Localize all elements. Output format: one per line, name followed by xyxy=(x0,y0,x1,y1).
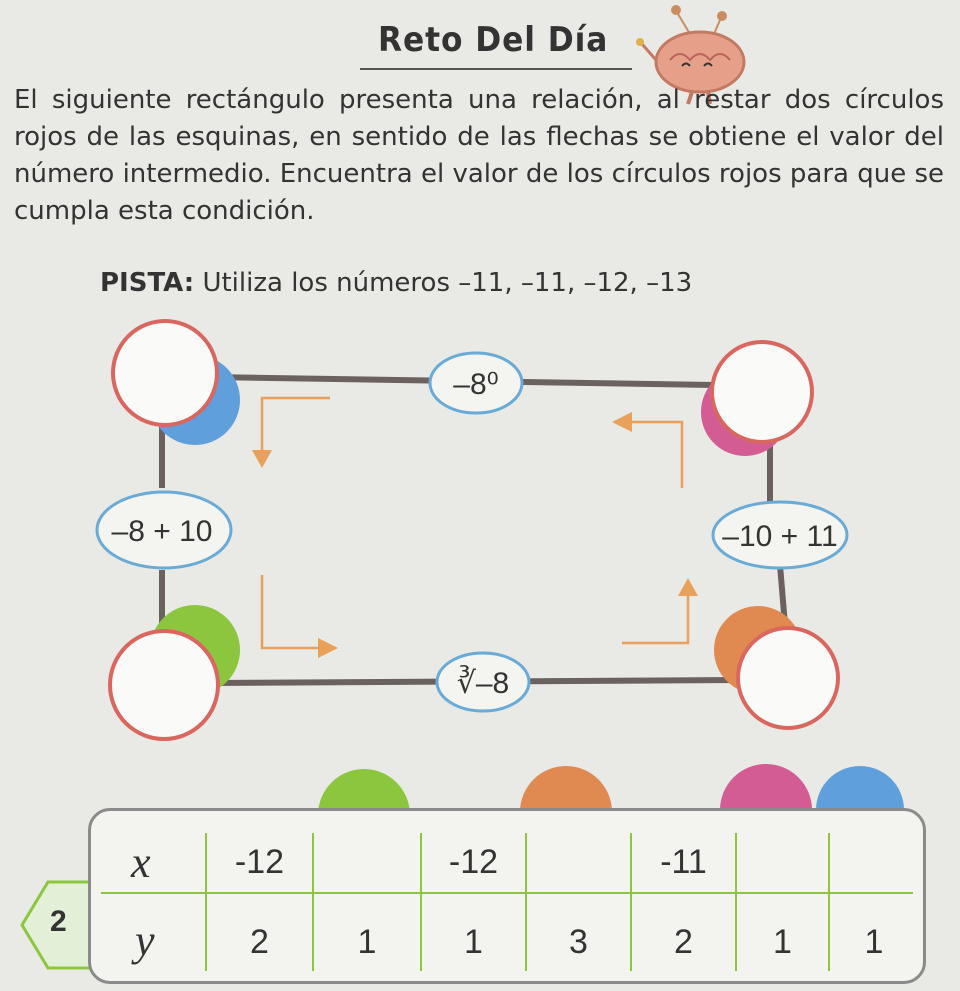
y-cell: 1 xyxy=(864,923,884,961)
y-cell: 1 xyxy=(773,923,792,961)
y-cell: 3 xyxy=(569,923,588,961)
y-row-label: y xyxy=(135,916,155,965)
y-cell: 2 xyxy=(250,923,269,961)
instructions-paragraph: El siguiente rectángulo presenta una relación, al restar dos círculos rojos de las esquinas, en sentido de las flechas se obtiene el valor del número intermedio. Encuentra el valor de los círculos rojos para que se cumpla esta condición. xyxy=(14,85,944,226)
arrow-left-icon xyxy=(612,412,632,432)
x-row-label: x xyxy=(131,838,151,887)
arrow-down-icon xyxy=(252,450,272,468)
right-oval-label: –10 + 11 xyxy=(722,520,838,553)
bottom-oval-label: ∛–8 xyxy=(456,667,510,700)
y-cell: 2 xyxy=(674,923,693,961)
page-tab-label: 2 xyxy=(50,905,67,938)
y-cell: 1 xyxy=(357,923,377,961)
hint-text: Utiliza los números –11, –11, –12, –13 xyxy=(202,268,693,298)
bottom-left-red-circle[interactable] xyxy=(110,631,218,739)
left-oval-label: –8 + 10 xyxy=(111,515,213,548)
top-oval-label: –8⁰ xyxy=(453,368,499,401)
hint-label: PISTA: xyxy=(100,268,195,298)
title: Reto Del Día xyxy=(378,20,609,60)
arrow-up-icon xyxy=(678,578,698,596)
arrow-right-icon xyxy=(318,638,338,658)
x-cell[interactable]: -11 xyxy=(660,843,707,881)
xy-table xyxy=(88,808,926,984)
x-cell[interactable]: -12 xyxy=(448,843,499,881)
y-cell: 1 xyxy=(464,923,483,961)
bottom-right-red-circle[interactable] xyxy=(738,628,838,728)
x-cell[interactable]: -12 xyxy=(234,843,285,881)
top-left-red-circle[interactable] xyxy=(113,321,217,425)
top-right-red-circle[interactable] xyxy=(712,342,812,442)
